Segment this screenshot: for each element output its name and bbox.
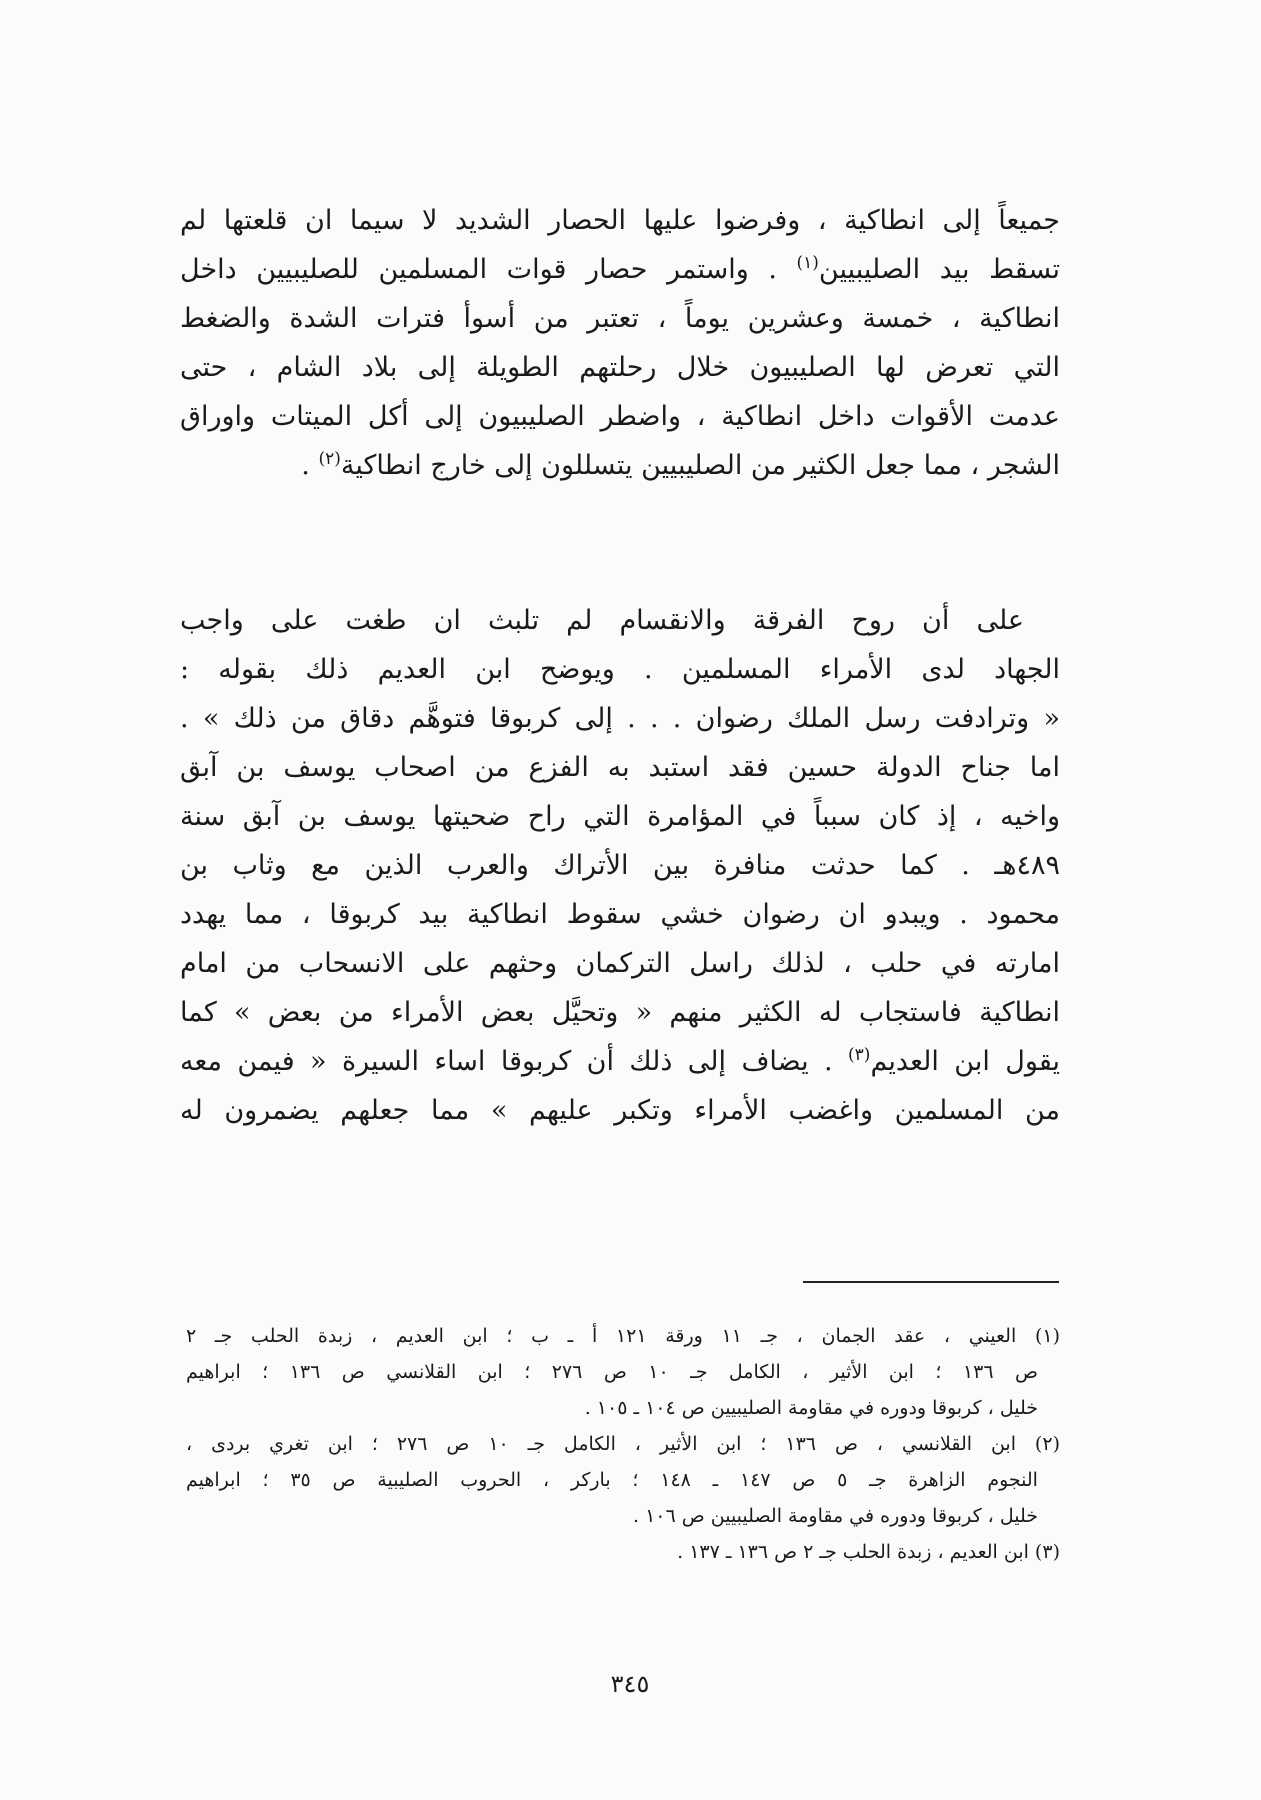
footnote-line: (٢) ابن القلانسي ، ص ١٣٦ ؛ ابن الأثير ، الكامل جـ ١٠ ص ٢٧٦ ؛ ابن تغري بردى ،	[186, 1433, 1060, 1455]
paragraph-1	[180, 196, 1060, 490]
footnote-ref-2: (٢)	[318, 449, 341, 469]
text-line: جميعاً إلى انطاكية ، وفرضوا عليها الحصار الشديد لا سيما ان قلعتها لم	[180, 205, 1060, 236]
text-segment: يقول ابن العديم	[870, 1046, 1060, 1077]
text-line: اما جناح الدولة حسين فقد استبد به الفزع من اصحاب يوسف بن آبق	[180, 752, 1060, 783]
footnote-line: ص ١٣٦ ؛ ابن الأثير ، الكامل جـ ١٠ ص ٢٧٦ ؛ ابن القلانسي ص ١٣٦ ؛ ابراهيم	[186, 1361, 1038, 1383]
text-line	[180, 441, 1060, 490]
footnote-ref-3: (٣)	[848, 1045, 871, 1065]
text-line: عدمت الأقوات داخل انطاكية ، واضطر الصليبيون إلى أكل الميتات واوراق	[180, 401, 1060, 432]
footnote-separator	[803, 1281, 1059, 1283]
page-number: ٣٤٥	[610, 1670, 650, 1698]
footnote-line: (١) العيني ، عقد الجمان ، جـ ١١ ورقة ١٢١ أ ـ ب ؛ ابن العديم ، زبدة الحلب جـ ٢	[186, 1325, 1060, 1347]
text-line: ٤٨٩هـ . كما حدثت منافرة بين الأتراك والعرب الذين مع وثاب بن	[180, 850, 1060, 881]
text-line: انطاكية فاستجاب له الكثير منهم « وتحيَّل بعض الأمراء من بعض » كما	[180, 997, 1060, 1028]
text-segment: الشجر ، مما جعل الكثير من الصليبيين يتسللون إلى خارج انطاكية	[340, 450, 1060, 481]
text-segment: . واستمر حصار قوات المسلمين للصليبيين داخل	[180, 254, 797, 285]
footnotes	[186, 1318, 1060, 1570]
text-segment: . يضاف إلى ذلك أن كربوقا اساء السيرة « فيمن معه	[180, 1046, 849, 1077]
footnote-line: (٣) ابن العديم ، زبدة الحلب جـ ٢ ص ١٣٦ ـ ١٣٧ .	[677, 1541, 1060, 1563]
text-segment: تسقط بيد الصليبيين	[818, 254, 1060, 285]
text-line	[180, 245, 1060, 294]
text-line: التي تعرض لها الصليبيون خلال رحلتهم الطويلة إلى بلاد الشام ، حتى	[180, 352, 1060, 383]
text-line: « وترادفت رسل الملك رضوان . . . إلى كربوقا فتوهَّم دقاق من ذلك » .	[180, 703, 1060, 734]
text-line: على أن روح الفرقة والانقسام لم تلبث ان طغت على واجب	[180, 605, 1024, 636]
text-line	[180, 1037, 1060, 1086]
text-line: امارته في حلب ، لذلك راسل التركمان وحثهم على الانسحاب من امام	[180, 948, 1060, 979]
text-line: الجهاد لدى الأمراء المسلمين . ويوضح ابن العديم ذلك بقوله :	[180, 654, 1060, 685]
footnote-line: خليل ، كربوقا ودوره في مقاومة الصليبيين ص ١٠٦ .	[632, 1505, 1038, 1527]
footnote-line: النجوم الزاهرة جـ ٥ ص ١٤٧ ـ ١٤٨ ؛ باركر ، الحروب الصليبية ص ٣٥ ؛ ابراهيم	[186, 1469, 1038, 1491]
paragraph-2	[180, 596, 1060, 1135]
footnote-line: خليل ، كربوقا ودوره في مقاومة الصليبيين ص ١٠٤ ـ ١٠٥ .	[584, 1397, 1038, 1419]
text-line: انطاكية ، خمسة وعشرين يوماً ، تعتبر من أسوأ فترات الشدة والضغط	[180, 303, 1060, 334]
text-line: من المسلمين واغضب الأمراء وتكبر عليهم » مما جعلهم يضمرون له	[180, 1095, 1060, 1126]
text-line: واخيه ، إذ كان سبباً في المؤامرة التي راح ضحيتها يوسف بن آبق سنة	[180, 801, 1060, 832]
text-segment: .	[301, 450, 319, 481]
footnote-ref-1: (١)	[796, 253, 819, 273]
text-line: محمود . ويبدو ان رضوان خشي سقوط انطاكية بيد كربوقا ، مما يهدد	[180, 899, 1060, 930]
